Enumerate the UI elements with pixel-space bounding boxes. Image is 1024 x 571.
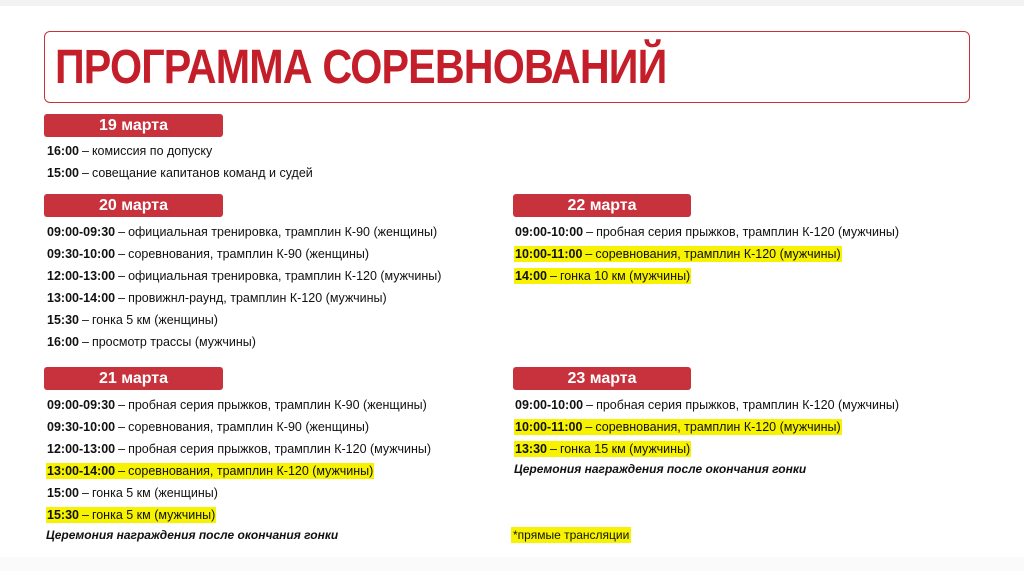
event-time: 13:30 (515, 442, 547, 456)
schedule-row (46, 460, 432, 482)
event-description: пробная серия прыжков, трамплин К-90 (женщины) (128, 398, 427, 412)
event-description: совещание капитанов команд и судей (91, 166, 313, 180)
dash-separator: – (81, 486, 89, 500)
schedule-row (46, 482, 432, 504)
schedule-list-20 (46, 221, 442, 353)
highlighted-entry (514, 441, 691, 457)
event-time: 09:00-10:00 (515, 398, 584, 412)
dash-separator: – (585, 247, 593, 261)
date-banner-22: 22 марта (513, 194, 691, 217)
event-time: 13:00-14:00 (47, 291, 116, 305)
schedule-row (46, 265, 442, 287)
event-time: 09:00-09:30 (47, 398, 116, 412)
dash-separator: – (586, 225, 594, 239)
event-time: 15:00 (47, 486, 79, 500)
schedule-entry (46, 441, 432, 457)
date-banner-23: 23 марта (513, 367, 691, 390)
schedule-list-23 (514, 394, 900, 460)
schedule-entry (46, 419, 370, 435)
schedule-entry (46, 290, 388, 306)
schedule-row (514, 221, 900, 243)
event-description: соревнования, трамплин К-120 (мужчины) (595, 420, 841, 434)
schedule-entry (46, 143, 213, 159)
schedule-row (46, 416, 432, 438)
schedule-row (514, 416, 900, 438)
schedule-row (514, 438, 900, 460)
event-description: соревнования, трамплин К-90 (женщины) (128, 247, 370, 261)
event-description: просмотр трассы (мужчины) (91, 335, 256, 349)
highlighted-entry (514, 419, 842, 435)
event-description: гонка 5 км (мужчины) (91, 508, 216, 522)
event-time: 15:30 (47, 313, 79, 327)
event-time: 13:00-14:00 (47, 464, 116, 478)
event-time: 15:30 (47, 508, 79, 522)
event-time: 09:30-10:00 (47, 420, 116, 434)
event-description: пробная серия прыжков, трамплин К-120 (мужчины) (596, 398, 900, 412)
schedule-entry (46, 312, 219, 328)
dash-separator: – (118, 420, 126, 434)
live-broadcast-legend: *прямые трансляции (513, 528, 630, 542)
highlighted-entry (514, 246, 842, 262)
event-time: 16:00 (47, 335, 79, 349)
schedule-entry (514, 397, 900, 413)
dash-separator: – (118, 225, 126, 239)
event-time: 09:30-10:00 (47, 247, 116, 261)
schedule-row (46, 221, 442, 243)
date-banner-21: 21 марта (44, 367, 223, 390)
event-time: 09:00-10:00 (515, 225, 584, 239)
schedule-row (46, 394, 432, 416)
dash-separator: – (585, 420, 593, 434)
schedule-row (46, 331, 442, 353)
event-description: соревнования, трамплин К-120 (мужчины) (128, 464, 374, 478)
event-time: 16:00 (47, 144, 79, 158)
event-description: пробная серия прыжков, трамплин К-120 (мужчины) (128, 442, 432, 456)
schedule-row (46, 162, 314, 184)
date-banner-19: 19 марта (44, 114, 223, 137)
event-description: официальная тренировка, трамплин К-90 (женщины) (128, 225, 438, 239)
schedule-list-22 (514, 221, 900, 287)
dash-separator: – (118, 247, 126, 261)
dash-separator: – (118, 464, 126, 478)
event-description: соревнования, трамплин К-120 (мужчины) (595, 247, 841, 261)
awards-note-21: Церемония награждения после окончания гонки (46, 528, 339, 542)
event-description: гонка 15 км (мужчины) (559, 442, 691, 456)
event-description: гонка 5 км (женщины) (91, 313, 218, 327)
event-time: 09:00-09:30 (47, 225, 116, 239)
schedule-row (46, 243, 442, 265)
event-time: 10:00-11:00 (515, 247, 583, 261)
dash-separator: – (81, 335, 89, 349)
event-time: 14:00 (515, 269, 547, 283)
schedule-row (514, 394, 900, 416)
schedule-entry (46, 224, 438, 240)
event-time: 12:00-13:00 (47, 442, 116, 456)
dash-separator: – (549, 442, 557, 456)
event-time: 12:00-13:00 (47, 269, 116, 283)
schedule-row (46, 504, 432, 526)
page-top-edge (0, 0, 1024, 6)
schedule-row (514, 265, 900, 287)
event-description: гонка 10 км (мужчины) (559, 269, 691, 283)
dash-separator: – (586, 398, 594, 412)
dash-separator: – (118, 269, 126, 283)
page-title: ПРОГРАММА СОРЕВНОВАНИЙ (55, 41, 667, 94)
date-banner-20: 20 марта (44, 194, 223, 217)
event-time: 15:00 (47, 166, 79, 180)
dash-separator: – (81, 508, 89, 522)
schedule-row (46, 438, 432, 460)
schedule-entry (46, 485, 219, 501)
schedule-entry (46, 268, 442, 284)
event-description: пробная серия прыжков, трамплин К-120 (мужчины) (596, 225, 900, 239)
schedule-entry (514, 224, 900, 240)
event-time: 10:00-11:00 (515, 420, 583, 434)
dash-separator: – (81, 166, 89, 180)
schedule-entry (46, 246, 370, 262)
page-bottom-edge (0, 557, 1024, 571)
dash-separator: – (549, 269, 557, 283)
dash-separator: – (81, 313, 89, 327)
schedule-list-19 (46, 140, 314, 184)
dash-separator: – (118, 398, 126, 412)
schedule-entry (46, 397, 428, 413)
schedule-entry (46, 334, 257, 350)
highlighted-entry (514, 268, 691, 284)
dash-separator: – (118, 291, 126, 305)
event-description: официальная тренировка, трамплин К-120 (мужчины) (128, 269, 442, 283)
dash-separator: – (81, 144, 89, 158)
highlighted-entry (46, 507, 216, 523)
title-box (44, 31, 970, 103)
highlighted-entry (46, 463, 374, 479)
schedule-list-21 (46, 394, 432, 526)
schedule-row (46, 287, 442, 309)
schedule-row (46, 309, 442, 331)
schedule-entry (46, 165, 314, 181)
awards-note-23: Церемония награждения после окончания гонки (514, 462, 807, 476)
event-description: соревнования, трамплин К-90 (женщины) (128, 420, 370, 434)
event-description: гонка 5 км (женщины) (91, 486, 218, 500)
event-description: комиссия по допуску (91, 144, 213, 158)
event-description: провижнл-раунд, трамплин К-120 (мужчины) (128, 291, 387, 305)
dash-separator: – (118, 442, 126, 456)
schedule-row (46, 140, 314, 162)
schedule-row (514, 243, 900, 265)
